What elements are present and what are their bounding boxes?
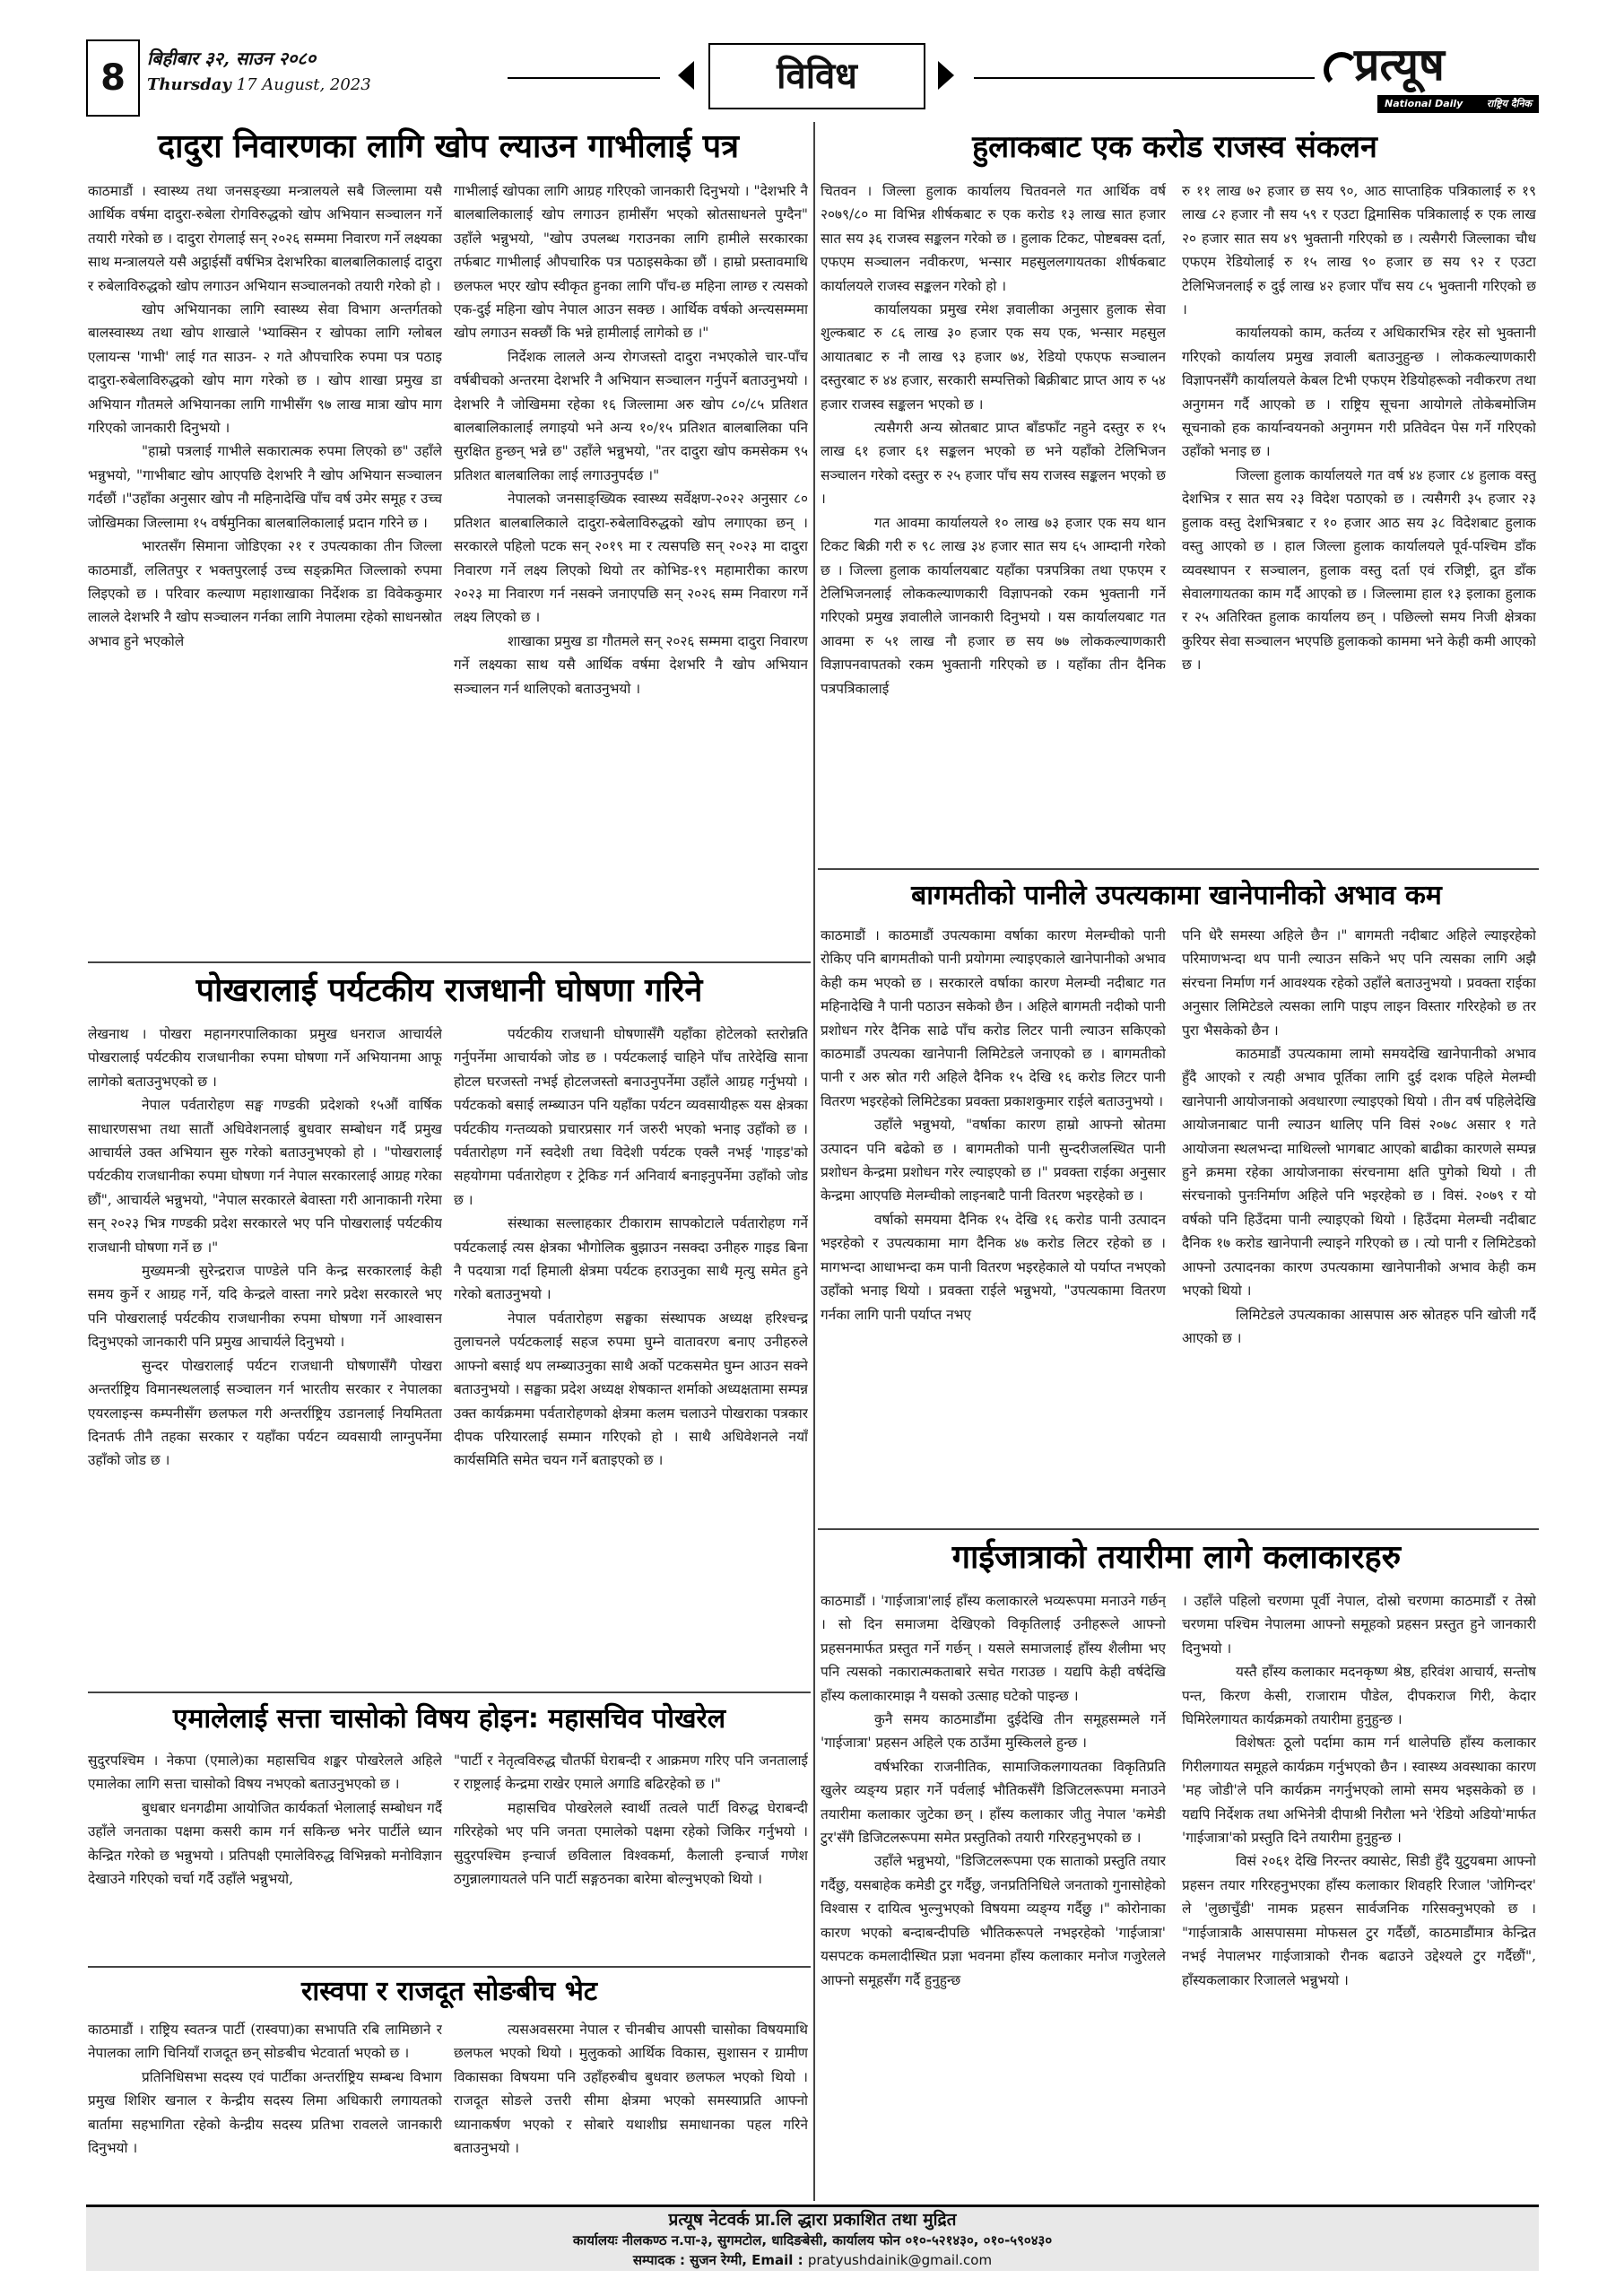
uml-col-2 bbox=[454, 1749, 808, 1962]
bagmati-paragraph: काठमाडौं । काठमाडौं उपत्यकामा वर्षाका कारण मेलम्चीको पानी रोकिए पनि बागमतीको पानी प्रयोगमा ल्याइएकाले खानेपानीको अभाव केही कम भएको छ । सरकारले वर्षाका कारण मेलम्ची नदीबाट गत महिनादेखि नै पानी पठाउन सकेको छैन । अहिले बागमती नदीको पानी प्रशोधन गरेर दैनिक साढे पाँच करोड लिटर पानी ल्याउन सकिएको काठमाडौं उपत्यका खानेपानी लिमिटेडले जनाएको छ । बागमतीको पानी र अरु स्रोत गरी अहिले दैनिक १५ देखि १६ करोड लिटर पानी वितरण भइरहेको लिमिटेडका प्रवक्ता प्रकाशकुमार राईले बताउनुभयो । bbox=[821, 927, 1166, 1109]
bagmati-col-1 bbox=[821, 924, 1166, 1525]
postal-paragraph: गत आवमा कार्यालयले १० लाख ७३ हजार एक सय थान टिकट बिक्री गरी रु ९८ लाख ३४ हजार सात सय ६५ आम्दानी गरेको छ । जिल्ला हुलाक कार्यालयबाट यहाँका पत्रपत्रिका तथा एफएम र टेलिभिजनलाई लोककल्याणकारी विज्ञापनको रकम भुक्तानी गर्ने गरिएको प्रमुख ज्ञवालीले जानकारी दिनुभयो । यस कार्यालयबाट गत आवमा रु ५१ लाख नौ हजार छ सय ७७ लोककल्याणकारी विज्ञापनवापतको रकम भुक्तानी गरिएको छ । यहाँका तीन दैनिक पत्रपत्रिकालाई bbox=[821, 514, 1166, 697]
measles-paragraph: भारतसँग सिमाना जोडिएका २१ र उपत्यकाका तीन जिल्ला काठमाडौं, ललितपुर र भक्तपुरलाई उच्च सङ्क्रमित जिल्लाको रुपमा लिइएको छ । परिवार कल्याण महाशाखाका निर्देशक डा विवेककुमार लालले देशभरि नै खोप सञ्चालन गर्नका लागि नेपालमा रहेको साधनस्रोत अभाव हुने भएकोले bbox=[88, 538, 442, 649]
headline-rsp: रास्वपा र राजदूत सोङबीच भेट bbox=[301, 1976, 597, 2007]
pokhara-paragraph: सुन्दर पोखरालाई पर्यटन राजधानी घोषणासँगै पोखरा अन्तर्राष्ट्रिय विमानस्थललाई सञ्चालन गर्न भारतीय सरकार र नेपालका एयरलाइन्स कम्पनीसँग छलफल गरी अन्तर्राष्ट्रिय उडानलाई नियमितता दिनतर्फ तीनै तहका सरकार र यहाँका पर्यटन व्यवसायी लाग्नुपर्नेमा उहाँको जोड छ । bbox=[88, 1357, 442, 1469]
gaijatra-paragraph: कुनै समय काठमाडौंमा दुईदेखि तीन समूहसम्मले गर्ने 'गाईजात्रा' प्रहसन अहिले एक ठाउँमा मुस्किलले हुन्छ । bbox=[821, 1711, 1166, 1752]
postal-paragraph: जिल्ला हुलाक कार्यालयले गत वर्ष ४४ हजार ८४ हुलाक वस्तु देशभित्र र सात सय २३ विदेश पठाएको छ । त्यसैगरी ३५ हजार २३ हुलाक वस्तु देशभित्रबाट र १० हजार आठ सय ३८ विदेशबाट हुलाक वस्तु आएको छ । हाल जिल्ला हुलाक कार्यालयले पूर्व-पश्चिम डाँक व्यवस्थापन र सञ्चालन, हुलाक वस्तु दर्ता एवं रजिष्ट्री, द्रुत डाँक सेवालगायतका काम गर्दै आएको छ । जिल्लामा हाल १३ इलाका हुलाक र २५ अतिरिक्त हुलाक कार्यालय छन् । पछिल्लो समय निजी क्षेत्रका कुरियर सेवा सञ्चालन भएपछि हुलाकको काममा भने केही कमी आएको छ । bbox=[1182, 466, 1536, 674]
measles-col-1 bbox=[88, 179, 442, 771]
section-banner bbox=[669, 41, 965, 113]
uml-col-1 bbox=[88, 1749, 442, 1962]
measles-paragraph: गाभीलाई खोपका लागि आग्रह गरिएको जानकारी दिनुभयो । "देशभरि नै बालबालिकालाई खोप लगाउन हामीसँग भएको स्रोतसाधनले पुग्दैन" उहाँले भन्नुभयो, "खोप उपलब्ध गराउनका लागि हामीले सरकारका तर्फबाट गाभीलाई औपचारिक पत्र पठाइसकेका छौं । हाम्रो प्रस्तावमाथि छलफल भएर खोप स्वीकृत हुनका लागि पाँच-छ महिना लाग्छ र त्यसको एक-दुई महिना खोप नेपाल आउन सक्छ । आर्थिक वर्षको अन्त्यसम्ममा खोप लगाउन सक्छौं कि भन्ने हामीलाई लागेको छ ।" bbox=[454, 183, 808, 342]
date-english bbox=[147, 72, 506, 99]
headline-uml: एमालेलाई सत्ता चासोको विषय होइन: महासचिव पोखरेल bbox=[172, 1703, 726, 1735]
pokhara-paragraph: नेपाल पर्वतारोहण सङ्घ गण्डकी प्रदेशको १५औं वार्षिक साधारणसभा तथा सातौं अधिवेशनलाई बुधवार सम्बोधन गर्दै प्रमुख आचार्यले उक्त अभियान सुरु गरेको बताउनुभएको हो । "पोखरालाई पर्यटकीय राजधानीका रुपमा घोषणा गर्न नेपाल सरकारलाई आग्रह गरेका छौं", आचार्यले भन्नुभयो, "नेपाल सरकारले बेवास्ता गरी आनाकानी गरेमा सन् २०२३ भित्र गण्डकी प्रदेश सरकारले भए पनि पोखरालाई पर्यटकीय राजधानी घोषणा गर्ने छ ।" bbox=[88, 1097, 442, 1256]
pokhara-col-2 bbox=[454, 1022, 808, 1688]
measles-paragraph: "हाम्रो पत्रलाई गाभीले सकारात्मक रुपमा लिएको छ" उहाँले भन्नुभयो, "गाभीबाट खोप आएपछि देशभरि नै खोप अभियान सञ्चालन गर्दछौं ।"उहाँका अनुसार खोप नौ महिनादेखि पाँच वर्ष उमेर समूह र उच्च जोखिमका जिल्लामा १५ वर्षमुनिका बालबालिकालाई प्रदान गरिने छ । bbox=[88, 443, 442, 531]
bagmati-paragraph: लिमिटेडले उपत्यकाका आसपास अरु स्रोतहरु पनि खोजी गर्दै आएको छ । bbox=[1182, 1306, 1536, 1346]
section-title: विविध bbox=[708, 43, 925, 109]
headline-gaijatra: गाईजात्राको तयारीमा लागे कलाकारहरु bbox=[951, 1539, 1402, 1576]
headline-bagmati: बागमतीको पानीले उपत्यकामा खानेपानीको अभाव कम bbox=[911, 880, 1442, 911]
rsp-paragraph: त्यसअवसरमा नेपाल र चीनबीच आपसी चासोका विषयमाथि छलफल भएको थियो । मुलुकको आर्थिक विकास, सुशासन र ग्रामीण विकासका विषयमा पनि उहाँहरुबीच बुधवार छलफल भएको थियो । राजदूत सोङले उत्तरी सीमा क्षेत्रमा भएको समस्याप्रति आफ्नो ध्यानाकर्षण भएको र सोबारे यथाशीघ्र समाधानका पहल गरिने बताउनुभयो । bbox=[454, 2022, 808, 2157]
pokhara-paragraph: नेपाल पर्वतारोहण सङ्घका संस्थापक अध्यक्ष हरिश्चन्द्र तुलाचनले पर्यटकलाई सहज रुपमा घुम्ने वातावरण बनाए उनीहरुले आफ्नो बसाई थप लम्ब्याउनुका साथै अर्को पटकसमेत घुम्न आउन सक्ने बताउनुभयो । सङ्घका प्रदेश अध्यक्ष शेषकान्त शर्माको अध्यक्षतामा सम्पन्न उक्त कार्यक्रममा पर्वतारोहणको क्षेत्रमा कलम चलाउने पोखराका पत्रकार दीपक परियारलाई सम्मान गरिएको हो । साथै अधिवेशनले नयाँ कार्यसमिति समेत चयन गर्ने बताइएको छ । bbox=[454, 1309, 808, 1469]
masthead bbox=[86, 39, 1539, 117]
rsp-col-2 bbox=[454, 2018, 808, 2194]
bagmati-paragraph: वर्षाको समयमा दैनिक १५ देखि १६ करोड पानी उत्पादन भइरहेको र उपत्यकामा माग दैनिक ४७ करोड लिटर रहेको छ । मागभन्दा आधाभन्दा कम पानी वितरण भइरहेकाले यो पर्याप्त नभएको उहाँको भनाइ थियो । प्रवक्ता राईले भन्नुभयो, "उपत्यकामा वितरण गर्नका लागि पानी पर्याप्त नभए bbox=[821, 1211, 1166, 1323]
header-rule-right bbox=[974, 77, 1315, 79]
pokhara-paragraph: संस्थाका सल्लाहकार टीकाराम सापकोटाले पर्वतारोहण गर्ने पर्यटकलाई त्यस क्षेत्रका भौगोलिक बुझाउन नसक्दा उनीहरु गाइड बिना नै पदयात्रा गर्दा हिमाली क्षेत्रमा पर्यटक हराउनुका साथै मृत्यु समेत हुने गरेको बताउनुभयो । bbox=[454, 1215, 808, 1303]
uml-paragraph: महासचिव पोखरेलले स्वार्थी तत्वले पार्टी विरुद्ध घेराबन्दी गरिरहेको भए पनि जनता एमालेको पक्षमा रहेको जिकिर गर्नुभयो । सुदुरपश्चिम इन्चार्ज छविलाल विश्वकर्मा, कैलाली इन्चार्ज गणेश ठगुन्नालगायतले पनि पार्टी सङ्गठनका बारेमा बोल्नुभएको थियो । bbox=[454, 1799, 808, 1888]
headline-measles: दादुरा निवारणका लागि खोप ल्याउन गाभीलाई पत्र bbox=[157, 128, 740, 165]
headline-postal: हुलाकबाट एक करोड राजस्व संकलन bbox=[972, 129, 1377, 165]
bagmati-col-2 bbox=[1182, 924, 1536, 1525]
date-english-day: Thursday bbox=[147, 75, 231, 94]
logo-subtitle bbox=[1377, 95, 1539, 113]
logo-text: प्रत्यूष bbox=[1354, 39, 1445, 91]
column-rule bbox=[813, 122, 815, 2201]
logo-sub-right: राष्ट्रिय दैनिक bbox=[1486, 98, 1532, 109]
gaijatra-paragraph: विसं २०६१ देखि निरन्तर क्यासेट, सिडी हुँदै युटुयबमा आफ्नो प्रहसन तयार गरिरहनुभएका हाँस्य कलाकार शिवहरि रिजाल 'जोगिन्दर' ले 'लुछाचुँडी' नामक प्रहसन सार्वजनिक गरिसक्नुभएको छ । "गाईजात्राकै आसपासमा मोफसल टुर गर्दैछौं, काठमाडौंमात्र केन्द्रित नभई नेपालभर गाईजात्राको रौनक बढाउने उद्देश्यले टुर गर्दैछौं", हाँस्यकलाकार रिजालले भन्नुभयो । bbox=[1182, 1853, 1536, 1988]
footer bbox=[86, 2205, 1539, 2271]
footer-address: कार्यालयः नीलकण्ठ न.पा-३, सुगमटोल, धादिङबेसी, कार्यालय फोन ०१०-५२१४३०, ०१०-५९०४३० bbox=[572, 2232, 1053, 2248]
gaijatra-paragraph: वर्षभरिका राजनीतिक, सामाजिकलगायतका विकृतिप्रति खुलेर व्यङ्ग्य प्रहार गर्ने पर्वलाई भौतिकसँगै डिजिटलरूपमा मनाउने तयारीमा कलाकार जुटेका छन् । हाँस्य कलाकार जीतु नेपाल 'कमेडी टुर'सँगै डिजिटलरूपमा समेत प्रस्तुतिको तयारी गरिरहनुभएको छ । bbox=[821, 1758, 1166, 1847]
divider bbox=[88, 1966, 811, 1968]
divider bbox=[818, 1528, 1539, 1530]
headline-pokhara: पोखरालाई पर्यटकीय राजधानी घोषणा गरिने bbox=[195, 972, 703, 1009]
date-box bbox=[147, 39, 506, 117]
rsp-col-1 bbox=[88, 2018, 442, 2194]
postal-paragraph: कार्यालयका प्रमुख रमेश ज्ञवालीका अनुसार हुलाक सेवा शुल्कबाट रु ८६ लाख ३० हजार एक सय एक, भन्सार महसुल आयातबाट रु नौ लाख ९३ हजार ७४, रेडियो एफएफ सञ्चालन दस्तुरबाट रु ४४ हजार, सरकारी सम्पत्तिको बिक्रीबाट प्राप्त आय रु ५४ हजार राजस्व सङ्कलन भएको छ । bbox=[821, 301, 1166, 413]
page-number-box bbox=[86, 39, 140, 117]
footer-editor: सम्पादक : सुजन रेग्मी, bbox=[632, 2252, 747, 2268]
postal-col-2 bbox=[1182, 179, 1536, 865]
divider bbox=[88, 961, 811, 963]
uml-paragraph: बुधबार धनगढीमा आयोजित कार्यकर्ता भेलालाई सम्बोधन गर्दै उहाँले जनताका पक्षमा कसरी काम गर्न सकिन्छ भनेर पार्टीले ध्यान केन्द्रित गरेको छ भन्नुभयो । प्रतिपक्षी एमालेविरुद्ध विभिन्नको मनोविज्ञान देखाउने गरिएको चर्चा गर्दै उहाँले भन्नुभयो, bbox=[88, 1799, 442, 1888]
measles-col-2 bbox=[454, 179, 808, 771]
postal-col-1 bbox=[821, 179, 1166, 865]
gaijatra-paragraph: । उहाँले पहिलो चरणमा पूर्वी नेपाल, दोस्रो चरणमा काठमाडौं र तेस्रो चरणमा पश्चिम नेपालमा आफ्नो समूहको प्रहसन प्रस्तुत हुने जानकारी दिनुभयो । bbox=[1182, 1593, 1536, 1657]
gaijatra-col-2 bbox=[1182, 1589, 1536, 2196]
postal-paragraph: चितवन । जिल्ला हुलाक कार्यालय चितवनले गत आर्थिक वर्ष २०७९/८० मा विभिन्न शीर्षकबाट रु एक करोड १३ लाख सात हजार सात सय ३६ राजस्व सङ्कलन गरेको छ । हुलाक टिकट, पोष्टबक्स दर्ता, एफएम सञ्चालन नवीकरण, भन्सार महसुललगायतका शीर्षकबाट कार्यालयले राजस्व सङ्कलन गरेको हो । bbox=[821, 183, 1166, 294]
divider bbox=[818, 868, 1539, 870]
postal-paragraph: कार्यालयको काम, कर्तव्य र अधिकारभित्र रहेर सो भुक्तानी गरिएको कार्यालय प्रमुख ज्ञवाली बताउनुहुन्छ । लोककल्याणकारी विज्ञापनसँगै कार्यालयले केबल टिभी एफएम रेडियोहरूको नवीकरण तथा अनुगमन गर्दै आएको छ । राष्ट्रिय सूचना आयोगले तोकेबमोजिम सूचनाको हक कार्यान्वयनको अनुगमन गरी प्रतिवेदन पेस गर्ने गरिएको उहाँको भनाइ छ । bbox=[1182, 325, 1536, 460]
page-number: 8 bbox=[100, 57, 126, 99]
gaijatra-paragraph: उहाँले भन्नुभयो, "डिजिटलरूपमा एक साताको प्रस्तुति तयार गर्दैछु, यसबाहेक कमेडी टुर गर्दैछु, जनप्रतिनिधिले जनताको गुनासोहेको विश्वास र दायित्व भुल्नुभएको विषयमा व्यङ्ग्य गर्दैछु ।" कोरोनाका कारण भएको बन्दाबन्दीपछि भौतिकरूपले नभइरहेको 'गाईजात्रा' यसपटक कमलादीस्थित प्रज्ञा भवनमा हाँस्य कलाकार मनोज गजुरेलले आफ्नो समूहसँग गर्दै हुनुहुन्छ bbox=[821, 1853, 1166, 1988]
pokhara-paragraph: लेखनाथ । पोखरा महानगरपालिकाका प्रमुख धनराज आचार्यले पोखरालाई पर्यटकीय राजधानीका रुपमा घोषणा गर्ने अभियानमा आफू लागेको बताउनुभएको छ । bbox=[88, 1026, 442, 1090]
footer-publisher: प्रत्यूष नेटवर्क प्रा.लि द्धारा प्रकाशित तथा मुद्रित bbox=[668, 2210, 957, 2230]
divider bbox=[88, 1692, 811, 1693]
rsp-paragraph: काठमाडौं । राष्ट्रिय स्वतन्त्र पार्टी (रास्वपा)का सभापति रबि लामिछाने र नेपालका लागि चिनियाँ राजदूत छन् सोङबीच भेटवार्ता भएको छ । bbox=[88, 2022, 442, 2062]
pokhara-col-1 bbox=[88, 1022, 442, 1688]
date-english-date: 17 August, 2023 bbox=[236, 75, 371, 94]
gaijatra-col-1 bbox=[821, 1589, 1166, 2196]
measles-paragraph: खोप अभियानका लागि स्वास्थ्य सेवा विभाग अन्तर्गतको बालस्वास्थ्य तथा खोप शाखाले 'भ्याक्सिन र खोपका लागि ग्लोबल एलायन्स 'गाभी' लाई गत साउन- २ गते औपचारिक रुपमा पत्र पठाइ दादुरा-रुबेलाविरुद्धको खोप माग गरेको छ । खोप शाखा प्रमुख डा अभियान गौतमले अभियानका लागि गाभीसँग ९७ लाख मात्रा खोप माग गरिएको जानकारी दिनुभयो । bbox=[88, 301, 442, 437]
footer-email-link[interactable]: pratyushdainik@gmail.com bbox=[807, 2252, 993, 2268]
postal-paragraph: रु ११ लाख ७२ हजार छ सय ९०, आठ साप्ताहिक पत्रिकालाई रु १९ लाख ८२ हजार नौ सय ५९ र एउटा द्विमासिक पत्रिकालाई रु एक लाख २० हजार सात सय ४९ भुक्तानी गरिएको छ । त्यसैगरी जिल्लाका चौध एफएम रेडियोलाई रु १५ लाख ९० हजार छ सय ९२ र एउटा टेलिभिजनलाई रु दुई लाख ४२ हजार पाँच सय ८५ भुक्तानी गरिएको छ । bbox=[1182, 183, 1536, 318]
gaijatra-paragraph: काठमाडौं । 'गाईजात्रा'लाई हाँस्य कलाकारले भव्यरूपमा मनाउने गर्छन् । सो दिन समाजमा देखिएको विकृतिलाई उनीहरूले आफ्नो प्रहसनमार्फत प्रस्तुत गर्ने गर्छन् । यसले समाजलाई हाँस्य शैलीमा भए पनि त्यसको नकारात्मकताबारे सचेत गराउछ । यद्यपि केही वर्षदेखि हाँस्य कलाकारमाझ नै यसको उत्साह घटेको पाइन्छ । bbox=[821, 1593, 1166, 1704]
gaijatra-paragraph: विशेषतः ठूलो पर्दामा काम गर्न थालेपछि हाँस्य कलाकार गिरीलगायत समूहले कार्यक्रम गर्नुभएको छैन । स्वास्थ्य अवस्थाका कारण 'मह जोडी'ले पनि कार्यक्रम नगर्नुभएको लामो समय भइसकेको छ । यद्यपि निर्देशक तथा अभिनेत्री दीपाश्री निरौला भने 'रेडियो अडियो'मार्फत 'गाईजात्रा'को प्रस्तुति दिने तयारीमा हुनुहुन्छ । bbox=[1182, 1735, 1536, 1847]
date-nepali: बिहीबार ३२, साउन २०८० bbox=[147, 48, 317, 69]
pokhara-paragraph: मुख्यमन्त्री सुरेन्द्रराज पाण्डेले पनि केन्द्र सरकारलाई केही समय कुर्ने र आग्रह गर्ने, यदि केन्द्रले वास्ता नगरे प्रदेश सरकारले भए पनि पोखरालाई पर्यटकीय राजधानीका रुपमा घोषणा गर्ने आश्वासन दिनुभएको जानकारी पनि प्रमुख आचार्यले दिनुभयो । bbox=[88, 1263, 442, 1351]
measles-paragraph: निर्देशक लालले अन्य रोगजस्तो दादुरा नभएकोले चार-पाँच वर्षबीचको अन्तरमा देशभरि नै अभियान सञ्चालन गर्नुपर्ने बताउनुभयो । देशभरि नै जोखिममा रहेका १६ जिल्लामा अरु खोप ८०/८५ प्रतिशत बालबालिकालाई लगाइयो भने अन्य १०/१५ प्रतिशत बालबालिका पनि सुरक्षित हुन्छन् भन्ने छ" उहाँले भन्नुभयो, "तर दादुरा खोप कमसेकम ९५ प्रतिशत बालबालिका लाई लगाउनुपर्दछ ।" bbox=[454, 348, 808, 483]
logo-sub-left: National Daily bbox=[1385, 98, 1463, 109]
gaijatra-paragraph: यस्तै हाँस्य कलाकार मदनकृष्ण श्रेष्ठ, हरिवंश आचार्य, सन्तोष पन्त, किरण केसी, राजाराम पौडेल, दीपकराज गिरी, केदार घिमिरेलगायत कार्यक्रमको तयारीमा हुनुहुन्छ । bbox=[1182, 1664, 1536, 1728]
newspaper-logo bbox=[1324, 39, 1539, 117]
chevron-left-icon bbox=[678, 61, 694, 90]
bagmati-paragraph: उहाँले भन्नुभयो, "वर्षाका कारण हाम्रो आफ्नो स्रोतमा उत्पादन पनि बढेको छ । बागमतीको पानी सुन्दरीजलस्थित पानी प्रशोधन केन्द्रमा प्रशोधन गरेर ल्याइएको छ ।" प्रवक्ता राईका अनुसार केन्द्रमा आएपछि मेलम्चीको लाइनबाटै पानी वितरण भइरहेको छ । bbox=[821, 1117, 1166, 1205]
header-rule bbox=[508, 77, 660, 79]
bagmati-paragraph: काठमाडौं उपत्यकामा लामो समयदेखि खानेपानीको अभाव हुँदै आएको र त्यही अभाव पूर्तिका लागि दुई दशक पहिले मेलम्ची खानेपानी आयोजनाको अवधारणा ल्याइएको थियो । तीन वर्ष पहिलेदेखि आयोजनाबाट पानी ल्याउन थालिए पनि विसं २०७८ असार १ गते आयोजना स्थलभन्दा माथिल्लो भागबाट आएको बाढीका कारणले सम्पन्न हुने क्रममा रहेका आयोजनाका संरचनामा क्षति पुगेको थियो । ती संरचनाको पुनःनिर्माण अहिले पनि भइरहेको छ । विसं. २०७९ र यो वर्षको पनि हिउँदमा पानी ल्याइएको थियो । हिउँदमा मेलम्ची नदीबाट दैनिक १७ करोड खानेपानी ल्याइने गरिएको छ । त्यो पानी र लिमिटेडको आफ्नो उत्पादनका कारण उपत्यकामा खानेपानीको अभाव केही कम भएको थियो । bbox=[1182, 1046, 1536, 1300]
uml-paragraph: "पार्टी र नेतृत्वविरुद्ध चौतर्फी घेराबन्दी र आक्रमण गरिए पनि जनतालाई र राष्ट्रलाई केन्द्रमा राखेर एमाले अगाडि बढिरहेको छ ।" bbox=[454, 1752, 808, 1793]
measles-paragraph: काठमाडौं । स्वास्थ्य तथा जनसङ्ख्या मन्त्रालयले सबै जिल्लामा यसै आर्थिक वर्षमा दादुरा-रुबेला रोगविरुद्धको खोप अभियान सञ्चालन गर्ने तयारी गरेको छ । दादुरा रोगलाई सन् २०२६ सम्ममा निवारण गर्ने लक्ष्यका साथ मन्त्रालयले यसै अट्ठाईसौं वर्षभित्र देशभरिका बालबालिकालाई दादुरा र रुबेलाविरुद्धको खोप लगाउन अभियान सञ्चालनको तयारी गरेको हो । bbox=[88, 183, 442, 294]
pokhara-paragraph: पर्यटकीय राजधानी घोषणासँगै यहाँका होटेलको स्तरोन्नति गर्नुपर्नेमा आचार्यको जोड छ । पर्यटकलाई चाहिने पाँच तारेदेखि साना होटल घरजस्तो नभई होटलजस्तो बनाउनुपर्नेमा उहाँले आग्रह गर्नुभयो । पर्यटकको बसाई लम्ब्याउन पनि यहाँका पर्यटन व्यवसायीहरू यस क्षेत्रका पर्यटकीय गन्तव्यको प्रचारप्रसार गर्न जरुरी भएको भनाइ उहाँको छ । पर्वतारोहण गर्ने स्वदेशी तथा विदेशी पर्यटक एक्लै नभई 'गाइड'को सहयोगमा पर्वतारोहण र ट्रेकिङ गर्न अनिवार्य बनाइनुपर्नेमा उहाँको जोड छ । bbox=[454, 1026, 808, 1208]
measles-paragraph: शाखाका प्रमुख डा गौतमले सन् २०२६ सम्ममा दादुरा निवारण गर्ने लक्ष्यका साथ यसै आर्थिक वर्षमा देशभरि नै खोप अभियान सञ्चालन गर्न थालिएको बताउनुभयो । bbox=[454, 632, 808, 697]
footer-contact bbox=[86, 2250, 1539, 2270]
footer-email-label: Email : bbox=[751, 2252, 803, 2268]
measles-paragraph: नेपालको जनसाङ्ख्यिक स्वास्थ्य सर्वेक्षण-२०२२ अनुसार ८० प्रतिशत बालबालिकाले दादुरा-रुबेलाविरुद्धको खोप लगाएका छन् । सरकारले पहिलो पटक सन् २०१९ मा र त्यसपछि सन् २०२३ मा दादुरा निवारण गर्ने लक्ष्य लिएको थियो तर कोभिड-१९ महामारीका कारण २०२३ मा निवारण गर्न नसक्ने जनाएपछि सन् २०२६ सम्म निवारण गर्ने लक्ष्य लिएको छ । bbox=[454, 491, 808, 626]
rsp-paragraph: प्रतिनिधिसभा सदस्य एवं पार्टीका अन्तर्राष्ट्रिय सम्बन्ध विभाग प्रमुख शिशिर खनाल र केन्द्रीय सदस्य लिमा अधिकारी लगायतको बार्तामा सहभागिता रहेको केन्द्रीय सदस्य प्रतिभा रावलले जानकारी दिनुभयो । bbox=[88, 2068, 442, 2157]
chevron-right-icon bbox=[938, 61, 954, 90]
postal-paragraph: त्यसैगरी अन्य स्रोतबाट प्राप्त बाँडफाँट नहुने दस्तुर रु १५ लाख ६१ हजार ६१ सङ्कलन भएको छ भने यहाँको टेलिभिजन सञ्चालन गरेको दस्तुर रु २५ हजार पाँच सय राजस्व सङ्कलन भएको छ । bbox=[821, 420, 1166, 508]
uml-paragraph: सुदुरपश्चिम । नेकपा (एमाले)का महासचिव शङ्कर पोखरेलले अहिले एमालेका लागि सत्ता चासोको विषय नभएको बताउनुभएको छ । bbox=[88, 1752, 442, 1793]
bagmati-paragraph: पनि धेरै समस्या अहिले छैन ।" बागमती नदीबाट अहिले ल्याइरहेको परिमाणभन्दा थप पानी ल्याउन सकिने भए पनि त्यसका लागि अझै संरचना निर्माण गर्न आवश्यक रहेको उहाँले बताउनुभयो । प्रवक्ता राईका अनुसार लिमिटेडले त्यसका लागि पाइप लाइन विस्तार गरिरहेको छ तर पुरा भैसकेको छैन । bbox=[1182, 927, 1536, 1039]
